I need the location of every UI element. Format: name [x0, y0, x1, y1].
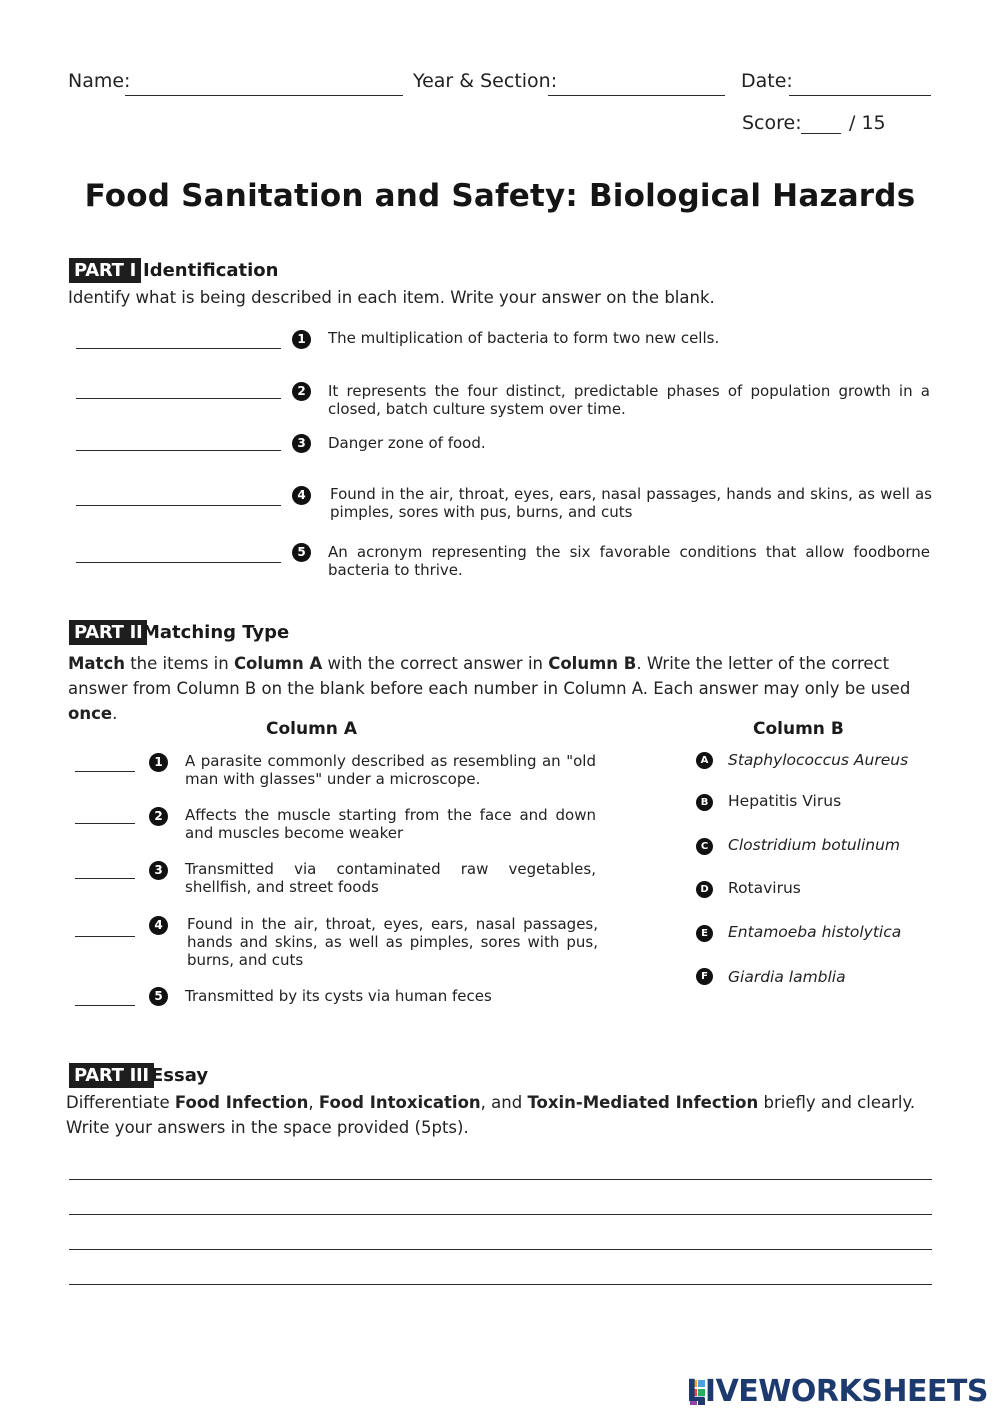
part-3-instructions	[66, 1090, 932, 1140]
match-number-5: 5	[149, 987, 168, 1006]
match-number-4: 4	[149, 916, 168, 935]
match-number-3: 3	[149, 861, 168, 880]
match-number-2: 2	[149, 807, 168, 826]
column-a-header: Column A	[266, 719, 357, 739]
essay-line-2[interactable]	[69, 1214, 932, 1215]
identification-item-1: The multiplication of bacteria to form two new cells.	[328, 329, 720, 347]
identification-item-2: It represents the four distinct, predictable phases of population growth in a closed, batch culture system over time.	[328, 382, 930, 418]
liveworksheets-logo: LIVEWORKSHEETS	[686, 1374, 988, 1409]
instr-column-b: Column B	[548, 654, 637, 673]
score-field[interactable]	[801, 133, 841, 134]
answer-blank-5[interactable]	[76, 562, 281, 563]
match-blank-5[interactable]	[75, 1005, 135, 1006]
match-blank-2[interactable]	[75, 823, 135, 824]
part-1-title: Identification	[143, 260, 279, 281]
letter-b: B	[696, 794, 713, 811]
letter-e: E	[696, 925, 713, 942]
essay-line-1[interactable]	[69, 1179, 932, 1180]
name-field[interactable]	[125, 95, 403, 96]
instr-match: Match	[68, 654, 125, 673]
term-food-infection: Food Infection	[174, 1093, 309, 1112]
answer-blank-3[interactable]	[76, 450, 281, 451]
match-blank-3[interactable]	[75, 878, 135, 879]
year-section-label: Year & Section:	[413, 70, 558, 92]
column-a-item-2: Affects the muscle starting from the face and down and muscles become weaker	[185, 806, 596, 842]
part-2-instructions	[68, 651, 934, 726]
essay-instr-2: briefly and clearly. Write your answers in the space provided (5pts).	[66, 1093, 916, 1137]
instr-column-a: Column A	[233, 654, 323, 673]
instr-text-3: . Write the letter of the correct answer from Column B on the blank before each number in Column A. Each answer may only be used	[68, 654, 911, 698]
essay-instr-1: Differentiate	[66, 1093, 175, 1112]
instr-text-4: .	[112, 704, 118, 723]
column-b-item-a: Staphylococcus Aureus	[728, 751, 909, 769]
match-blank-4[interactable]	[75, 936, 135, 937]
column-b-item-e: Entamoeba histolytica	[728, 923, 902, 941]
identification-item-4: Found in the air, throat, eyes, ears, nasal passages, hands and skins, as well as pimples, sores with pus, burns, and cuts	[330, 485, 932, 521]
identification-item-5: An acronym representing the six favorable conditions that allow foodborne bacteria to thrive.	[328, 543, 930, 579]
column-b-item-c: Clostridium botulinum	[728, 836, 901, 854]
essay-sep-2: , and	[480, 1093, 528, 1112]
column-a-item-4: Found in the air, throat, eyes, ears, nasal passages, hands and skins, as well as pimples, sores with pus, burns, and cuts	[187, 915, 598, 969]
item-number-3: 3	[292, 434, 311, 453]
term-toxin-mediated-infection: Toxin-Mediated Infection	[527, 1093, 759, 1112]
letter-f: F	[696, 968, 713, 985]
column-b-item-d: Rotavirus	[728, 879, 801, 897]
instr-text-2: with the correct answer in	[322, 654, 549, 673]
score-label: Score:	[742, 112, 802, 134]
instr-text-1: the items in	[124, 654, 234, 673]
part-3-title: Essay	[151, 1065, 209, 1086]
essay-line-4[interactable]	[69, 1284, 932, 1285]
item-number-1: 1	[292, 330, 311, 349]
essay-line-3[interactable]	[69, 1249, 932, 1250]
part-3-tag: PART III	[69, 1063, 154, 1088]
score-total: / 15	[849, 112, 886, 134]
answer-blank-4[interactable]	[76, 505, 281, 506]
column-a-item-5: Transmitted by its cysts via human feces	[185, 987, 492, 1005]
identification-item-3: Danger zone of food.	[328, 434, 486, 452]
part-1-instructions: Identify what is being described in each item. Write your answer on the blank.	[68, 288, 715, 307]
name-label: Name:	[68, 70, 131, 92]
match-blank-1[interactable]	[75, 771, 135, 772]
answer-blank-1[interactable]	[76, 348, 281, 349]
year-section-field[interactable]	[548, 95, 725, 96]
column-b-item-b: Hepatitis Virus	[728, 792, 842, 810]
instr-once: once	[68, 704, 113, 723]
part-1-tag: PART I	[69, 258, 141, 283]
column-a-item-1: A parasite commonly described as resembling an "old man with glasses" under a microscope.	[185, 752, 596, 788]
letter-c: C	[696, 838, 713, 855]
item-number-2: 2	[292, 382, 311, 401]
date-field[interactable]	[789, 95, 931, 96]
column-a-item-3: Transmitted via contaminated raw vegetables, shellfish, and street foods	[185, 860, 596, 896]
letter-d: D	[696, 881, 713, 898]
column-b-header: Column B	[753, 719, 844, 739]
item-number-5: 5	[292, 543, 311, 562]
page-title: Food Sanitation and Safety: Biological Hazards	[84, 178, 916, 214]
date-label: Date:	[741, 70, 793, 92]
match-number-1: 1	[149, 753, 168, 772]
column-b-item-f: Giardia lamblia	[728, 968, 846, 986]
essay-sep-1: ,	[308, 1093, 319, 1112]
item-number-4: 4	[292, 486, 311, 505]
part-2-title: Matching Type	[142, 622, 290, 643]
part-2-tag: PART II	[69, 620, 147, 645]
letter-a: A	[696, 752, 713, 769]
term-food-intoxication: Food Intoxication	[318, 1093, 481, 1112]
answer-blank-2[interactable]	[76, 398, 281, 399]
